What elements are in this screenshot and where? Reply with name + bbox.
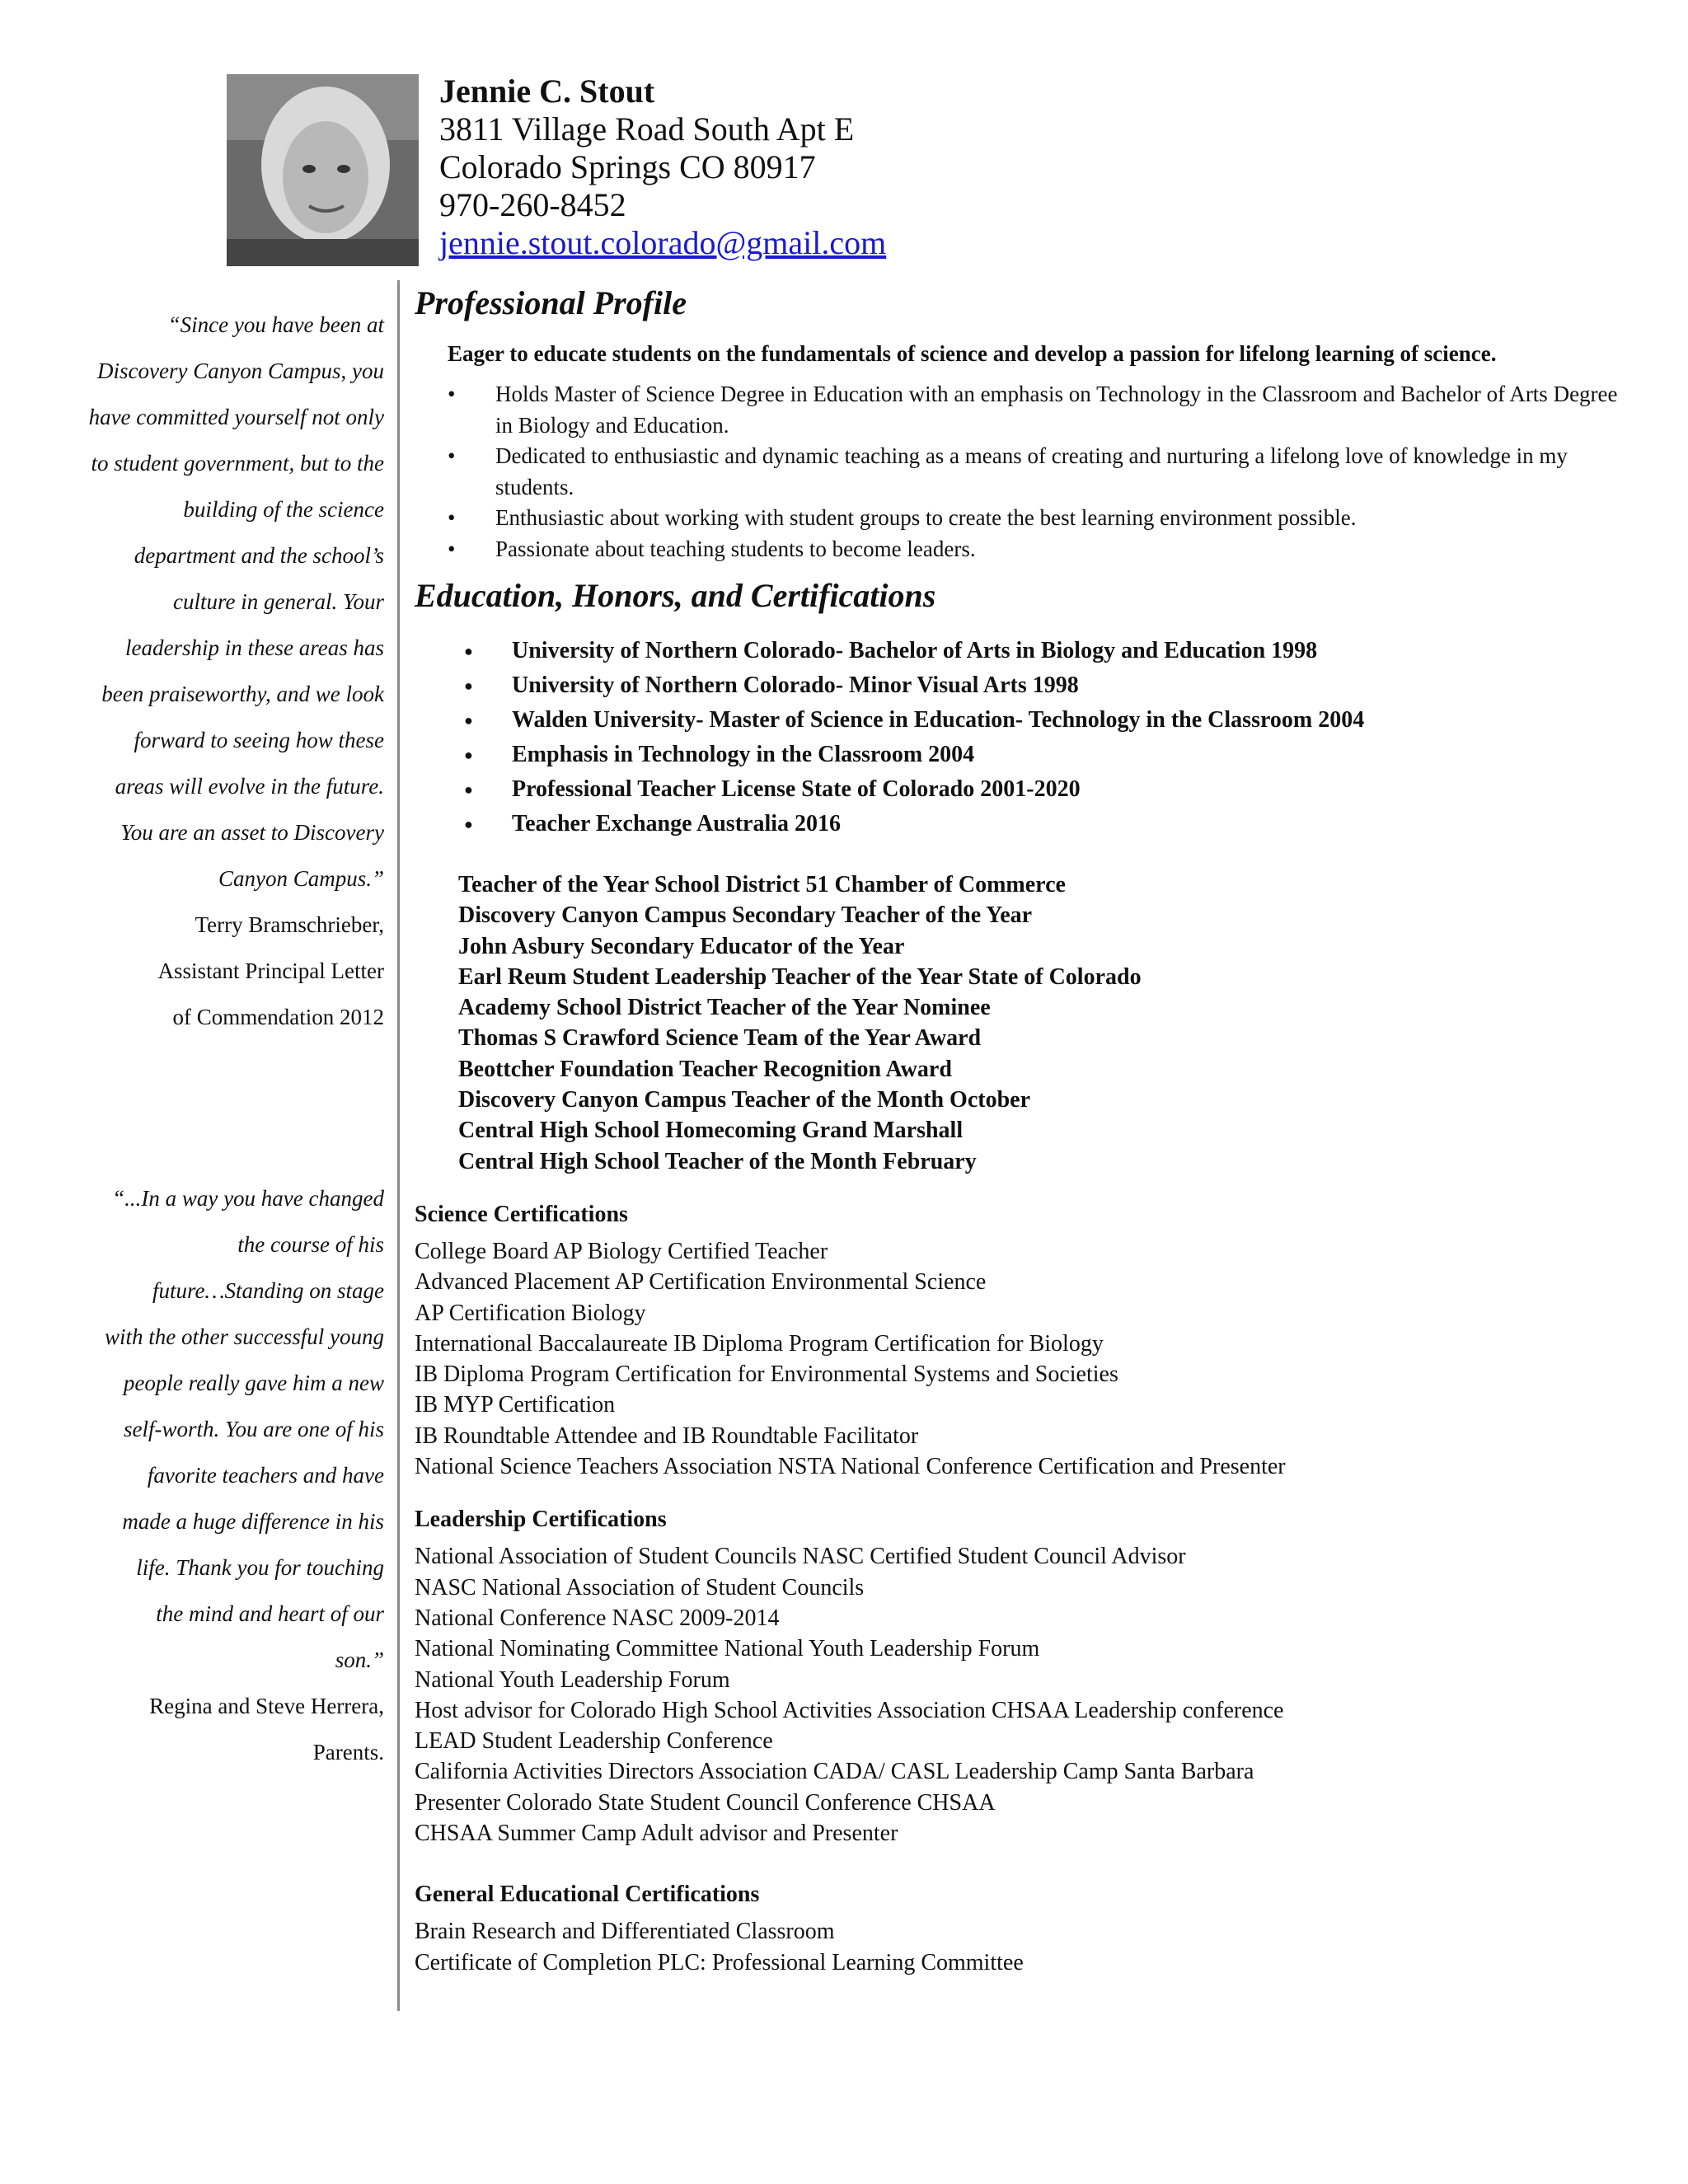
list-item: National Science Teachers Association NSTA National Conference Certification and Presenter [415,1454,1286,1480]
list-item: ● Teacher Exchange Australia 2016 [512,807,1634,841]
awards-list [458,869,1634,1177]
quote-line: “Since you have been at [167,312,384,337]
list-item: ● Walden University- Master of Science in Education- Technology in the Classroom 2004 [512,703,1634,738]
list-item: • Passionate about teaching students to become leaders. [495,534,1634,565]
quote-line: culture in general. Your [173,589,384,614]
list-item: Certificate of Completion PLC: Professional Learning Committee [415,1949,1024,1975]
column-divider [397,280,400,2011]
quote-line: department and the school’s [134,543,384,568]
list-item: Host advisor for Colorado High School Activities Association CHSAA Leadership conference [415,1697,1284,1723]
quote-1-text [89,302,384,902]
award-item: Academy School District Teacher of the Year Nominee [458,995,991,1021]
list-item: International Baccalaureate IB Diploma Program Certification for Biology [415,1330,1104,1357]
quote-line: future…Standing on stage [152,1278,384,1303]
list-item: National Association of Student Councils NASC Certified Student Council Advisor [415,1544,1186,1570]
quote-line: Discovery Canyon Campus, you [97,359,384,383]
list-item: National Conference NASC 2009-2014 [415,1605,780,1631]
general-list [415,1916,1634,1978]
list-item: AP Certification Biology [415,1300,646,1326]
quote-2-attribution [105,1683,384,1775]
list-item: Advanced Placement AP Certification Environmental Science [415,1269,987,1296]
award-item: John Asbury Secondary Educator of the Year [458,933,905,959]
general-heading: General Educational Certifications [415,1882,760,1908]
list-item: • Enthusiastic about working with student groups to create the best learning environment possible. [495,503,1634,534]
quote-line: “...In a way you have changed [112,1186,384,1211]
quote-line: have committed yourself not only [88,405,384,429]
list-item: • Holds Master of Science Degree in Education with an emphasis on Technology in the Classroom and Bachelor of Arts Degree in Biology and Education. [495,379,1634,441]
quote-line: with the other successful young [105,1324,384,1349]
quote-line: people really gave him a new [123,1371,384,1395]
list-item: Brain Research and Differentiated Classroom [415,1919,835,1945]
quote-line: leadership in these areas has [125,635,384,660]
list-item: ● University of Northern Colorado- Bachelor of Arts in Biology and Education 1998 [512,634,1634,668]
education-heading: Education, Honors, and Certifications [415,577,936,614]
list-item: College Board AP Biology Certified Teacher [415,1238,828,1264]
award-item: Central High School Teacher of the Month February [458,1148,977,1174]
award-item: Discovery Canyon Campus Secondary Teacher of the Year [458,902,1033,929]
leadership-list [415,1541,1634,1849]
list-item: California Activities Directors Association CADA/ CASL Leadership Camp Santa Barbara [415,1759,1254,1785]
leadership-heading: Leadership Certifications [415,1507,667,1533]
contact-block [439,73,886,262]
list-item: IB Diploma Program Certification for Environmental Systems and Societies [415,1361,1118,1388]
attribution-line: Terry Bramschrieber, [195,912,384,937]
list-item: • Dedicated to enthusiastic and dynamic teaching as a means of creating and nurturing a lifelong love of knowledge in my students. [495,441,1634,503]
list-item: IB Roundtable Attendee and IB Roundtable Facilitator [415,1422,919,1449]
quote-line: Canyon Campus.” [218,866,384,891]
quote-line: life. Thank you for touching [136,1555,384,1580]
sidebar-quote-2 [105,1175,384,1775]
list-item: IB MYP Certification [415,1392,616,1418]
list-item: ● Professional Teacher License State of Colorado 2001-2020 [512,772,1634,807]
profile-bullets [448,379,1634,565]
quote-1-attribution [89,902,384,1040]
quote-line: the course of his [237,1232,384,1257]
list-item: CHSAA Summer Camp Adult advisor and Presenter [415,1821,898,1847]
quote-line: the mind and heart of our [156,1601,384,1626]
quote-line: son.” [335,1647,384,1672]
address-line-2: Colorado Springs CO 80917 [439,148,816,185]
list-item: National Youth Leadership Forum [415,1666,730,1693]
award-item: Teacher of the Year School District 51 Chamber of Commerce [458,872,1066,898]
phone-number: 970-260-8452 [439,186,626,223]
award-item: Beottcher Foundation Teacher Recognition Award [458,1056,952,1082]
attribution-line: Regina and Steve Herrera, [149,1694,384,1718]
list-item: ● University of Northern Colorado- Minor Visual Arts 1998 [512,668,1634,703]
list-item: NASC National Association of Student Councils [415,1574,865,1601]
award-item: Thomas S Crawford Science Team of the Year Award [458,1025,982,1052]
email-link[interactable]: jennie.stout.colorado@gmail.com [439,224,887,261]
quote-line: made a huge difference in his [122,1509,384,1534]
main-column [415,280,1634,1978]
quote-line: been praiseworthy, and we look [101,682,384,706]
quote-line: favorite teachers and have [147,1463,384,1488]
quote-line: self-worth. You are one of his [123,1417,384,1441]
quote-line: building of the science [183,497,384,522]
science-list [415,1236,1634,1482]
profile-heading: Professional Profile [415,284,687,321]
list-item: National Nominating Committee National Youth Leadership Forum [415,1636,1040,1662]
attribution-line: Parents. [312,1740,384,1765]
sidebar-quote-1 [89,302,384,1040]
quote-line: to student government, but to the [91,451,384,476]
attribution-line: Assistant Principal Letter [157,958,384,983]
profile-photo [227,74,419,266]
applicant-name: Jennie C. Stout [439,73,655,110]
quote-2-text [105,1175,384,1683]
science-heading: Science Certifications [415,1201,628,1227]
quote-line: forward to seeing how these [134,728,384,752]
award-item: Earl Reum Student Leadership Teacher of the Year State of Colorado [458,963,1142,990]
profile-summary: Eager to educate students on the fundamentals of science and develop a passion for lifelong learning of science. [448,341,1497,366]
award-item: Central High School Homecoming Grand Marshall [458,1118,964,1144]
quote-line: You are an asset to Discovery [120,820,384,845]
portrait-image [227,74,419,266]
quote-line: areas will evolve in the future. [115,774,384,799]
education-list [464,634,1634,841]
list-item: ● Emphasis in Technology in the Classroom 2004 [512,738,1634,772]
list-item: Presenter Colorado State Student Council Conference CHSAA [415,1789,996,1816]
award-item: Discovery Canyon Campus Teacher of the Month October [458,1087,1031,1113]
address-line-1: 3811 Village Road South Apt E [439,110,855,148]
attribution-line: of Commendation 2012 [172,1005,384,1029]
list-item: LEAD Student Leadership Conference [415,1728,773,1755]
